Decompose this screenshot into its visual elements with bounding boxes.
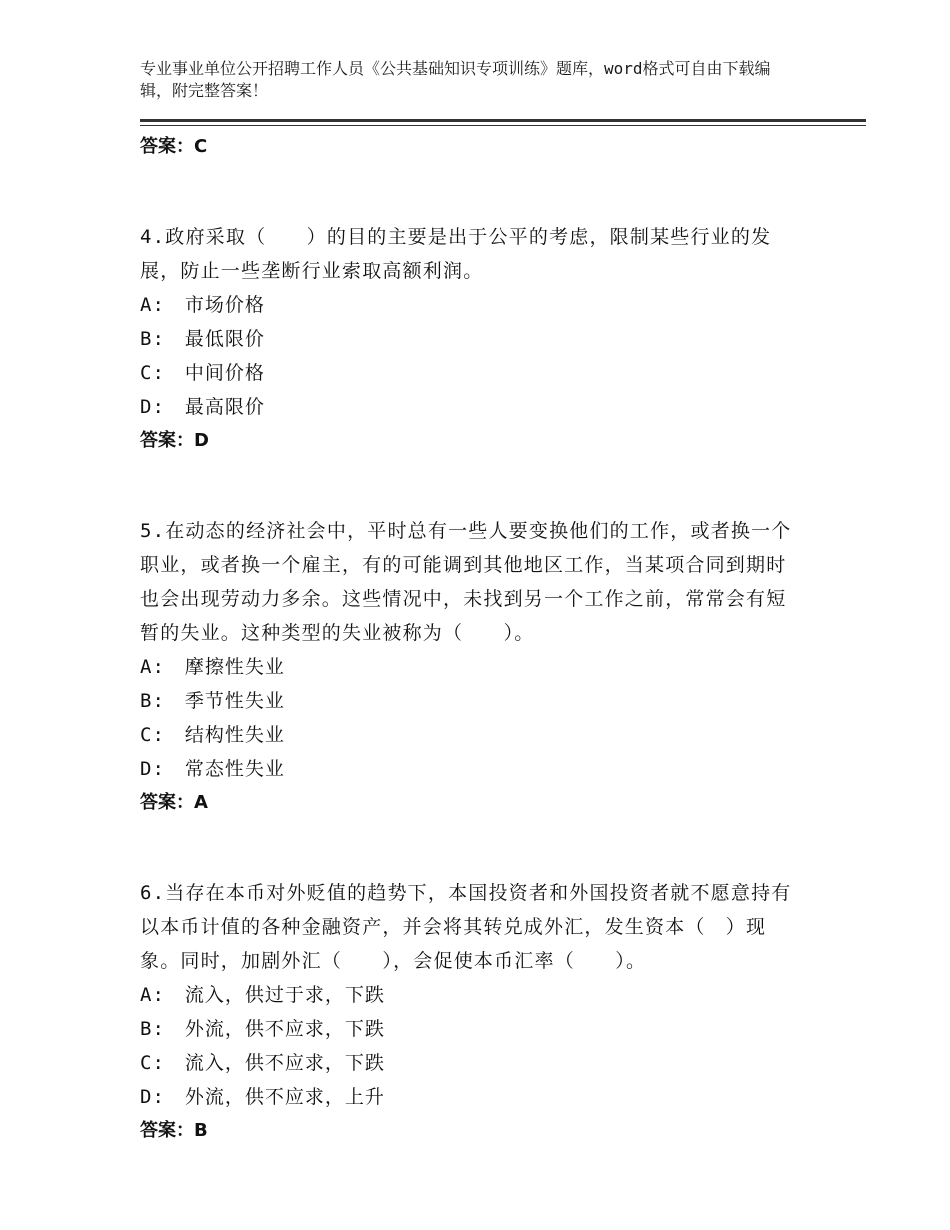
option-c: C: 结构性失业 — [140, 724, 285, 746]
option-a: A: 流入，供过于求，下跌 — [140, 984, 385, 1006]
answer: 答案：A — [140, 792, 208, 813]
question-text: 5.在动态的经济社会中，平时总有一些人要变换他们的工作，或者换一个职业，或者换一个雇主，有的可能调到其他地区工作，当某项合同到期时也会出现劳动力多余。这些情况中，未找到另一个工作之前，常常会有短暂的失业。这种类型的失业被称为（ ）。 — [140, 520, 792, 644]
question-4 — [140, 220, 800, 458]
option-d: D: 最高限价 — [140, 396, 265, 418]
question-text: 4.政府采取（ ）的目的主要是出于公平的考虑，限制某些行业的发展，防止一些垄断行业索取高额利润。 — [140, 226, 772, 282]
page-header: 专业事业单位公开招聘工作人员《公共基础知识专项训练》题库，word格式可自由下载编辑，附完整答案！ — [140, 59, 771, 100]
option-c: C: 流入，供不应求，下跌 — [140, 1052, 385, 1074]
header-rule-thick — [140, 119, 866, 122]
question-text: 6.当存在本币对外贬值的趋势下，本国投资者和外国投资者就不愿意持有以本币计值的各种金融资产，并会将其转兑成外汇，发生资本（ ）现象。同时，加剧外汇（ ），会促使本币汇率（ ）。 — [140, 882, 792, 972]
answer: 答案：B — [140, 1120, 208, 1141]
document-body — [140, 128, 800, 1148]
option-a: A: 市场价格 — [140, 294, 265, 316]
option-b: B: 最低限价 — [140, 328, 265, 350]
option-b: B: 季节性失业 — [140, 690, 285, 712]
option-d: D: 外流，供不应求，上升 — [140, 1086, 385, 1108]
question-5 — [140, 514, 800, 820]
answer-previous: 答案：C — [140, 136, 208, 157]
option-c: C: 中间价格 — [140, 362, 265, 384]
option-b: B: 外流，供不应求，下跌 — [140, 1018, 385, 1040]
question-6 — [140, 876, 800, 1148]
option-d: D: 常态性失业 — [140, 758, 285, 780]
answer: 答案：D — [140, 430, 209, 451]
option-a: A: 摩擦性失业 — [140, 656, 285, 678]
header-rule-thin — [140, 125, 866, 126]
